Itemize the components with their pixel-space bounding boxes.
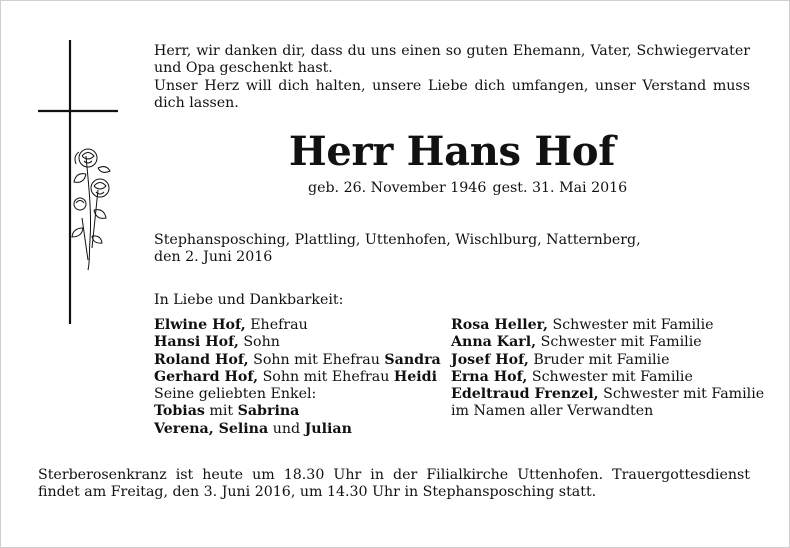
cross-with-roses-icon: [38, 40, 134, 324]
death-date: gest. 31. Mai 2016: [492, 180, 628, 196]
mourner-entry: Roland Hof, Sohn mit Ehefrau Sandra: [154, 351, 441, 368]
intro-verse: [154, 43, 750, 112]
place-and-date: [154, 232, 750, 267]
deceased-name: Herr Hans Hof: [288, 128, 616, 175]
thanks-heading: In Liebe und Dankbarkeit:: [154, 292, 344, 308]
intro-line-2: Unser Herz will dich halten, unsere Liebe dich umfangen, unser Verstand muss dich lassen.: [154, 77, 750, 111]
birth-date: geb. 26. November 1946: [308, 180, 487, 196]
service-info: Sterberosenkranz ist heute um 18.30 Uhr in der Filialkirche Uttenhofen. Trauergottesdienst findet am Freitag, den 3. Juni 2016, um 14.30 Uhr in Stephansposching statt.: [38, 467, 750, 501]
notice-date: den 2. Juni 2016: [154, 249, 273, 266]
life-dates: [308, 180, 668, 197]
mourner-entry: Seine geliebten Enkel:: [154, 386, 317, 403]
mourner-entry: Tobias mit Sabrina: [154, 403, 300, 420]
mourner-entry: Edeltraud Frenzel, Schwester mit Familie: [451, 386, 765, 403]
mourners-right-column: [451, 317, 764, 421]
mourner-entry: Josef Hof, Bruder mit Familie: [451, 351, 670, 368]
mourners-left-column: [154, 317, 441, 438]
mourner-entry: Elwine Hof, Ehefrau: [154, 317, 308, 333]
mourner-entry: Verena, Selina und Julian: [154, 420, 352, 437]
mourner-entry: Erna Hof, Schwester mit Familie: [451, 368, 693, 385]
locations: Stephansposching, Plattling, Uttenhofen, Wischlburg, Natternberg,: [154, 232, 641, 248]
mourner-entry: Hansi Hof, Sohn: [154, 334, 280, 351]
mourner-entry: Rosa Heller, Schwester mit Familie: [451, 317, 714, 333]
mourner-entry: Gerhard Hof, Sohn mit Ehefrau Heidi: [154, 368, 437, 385]
mourner-entry: Anna Karl, Schwester mit Familie: [451, 334, 702, 351]
intro-line-1: Herr, wir danken dir, dass du uns einen so guten Ehemann, Vater, Schwiegervater und Opa geschenkt hast.: [154, 43, 750, 77]
mourner-entry: im Namen aller Verwandten: [451, 403, 654, 420]
